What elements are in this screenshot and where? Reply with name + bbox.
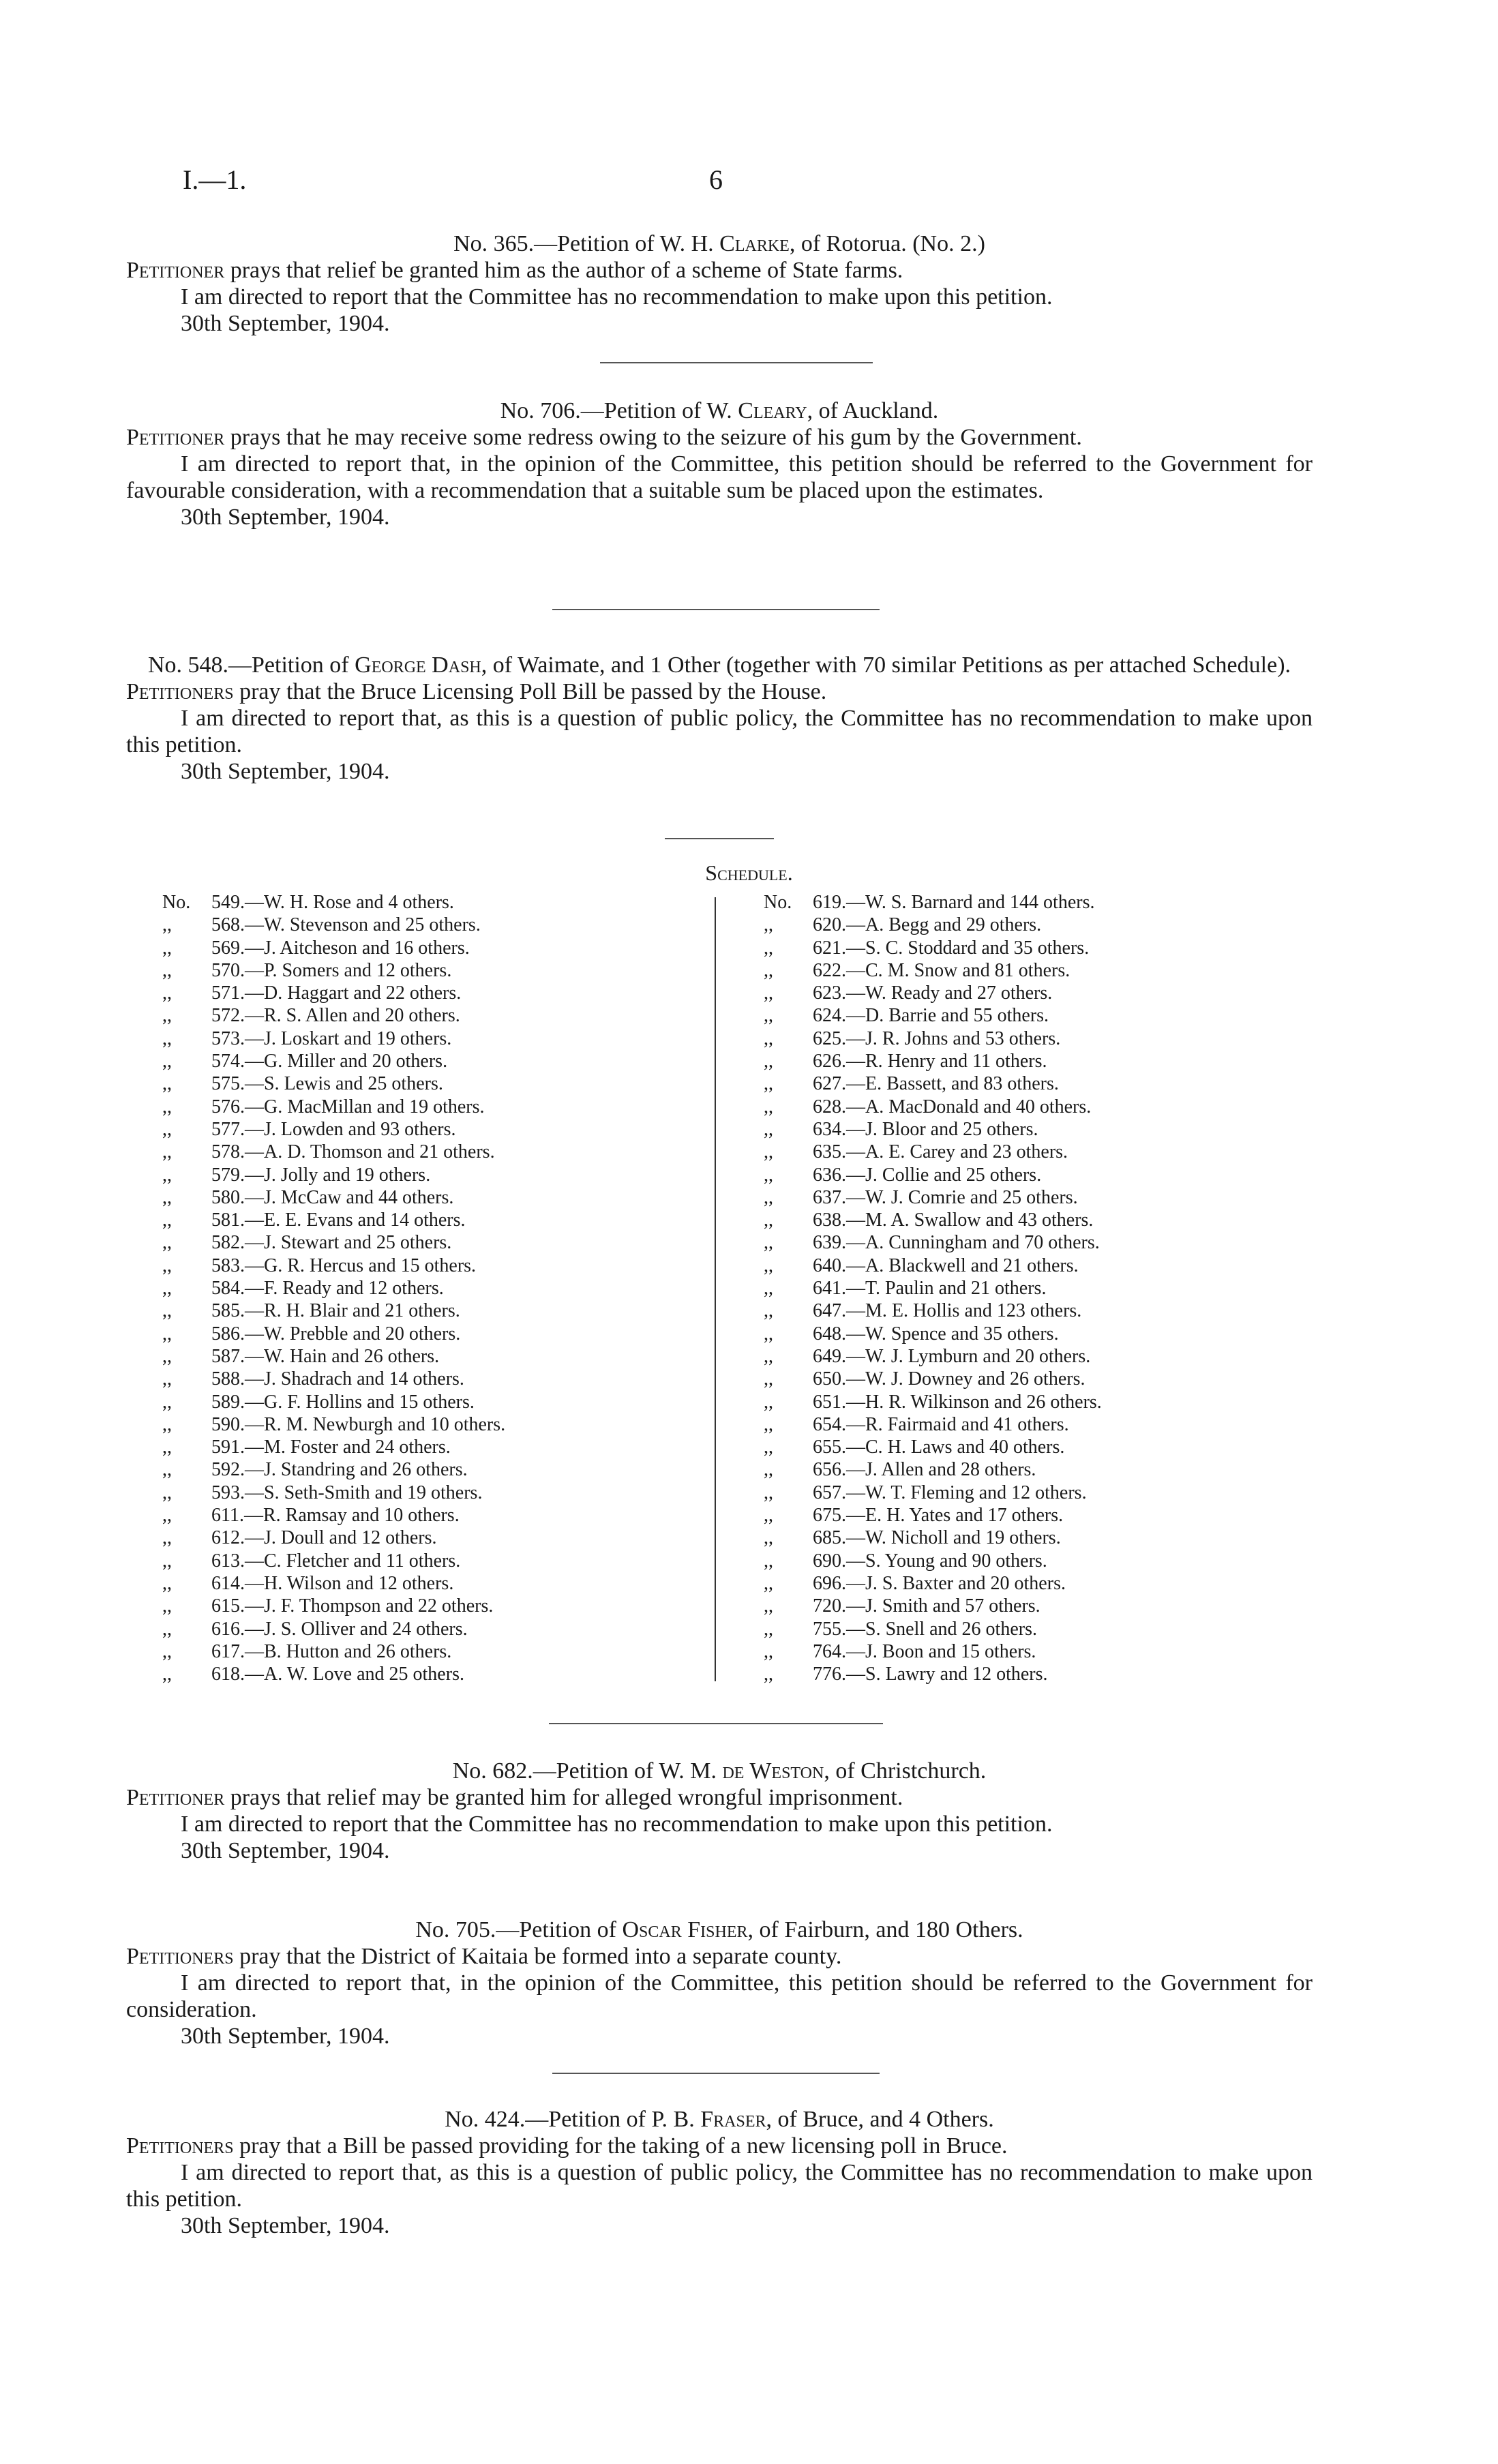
entry-prefix: ,, xyxy=(162,937,172,959)
title-prefix: No. 365.—Petition of W. H. xyxy=(453,231,720,256)
entry-text: 627.—E. Bassett, and 83 others. xyxy=(813,1073,1059,1095)
entry-prefix: ,, xyxy=(162,1595,172,1617)
entry-text: 590.—R. M. Newburgh and 10 others. xyxy=(211,1413,506,1435)
entry-text: 573.—J. Loskart and 19 others. xyxy=(211,1027,452,1049)
entry-prefix: ,, xyxy=(764,1073,773,1095)
petition-title xyxy=(126,1758,1313,1784)
entry-prefix: No. xyxy=(764,892,792,913)
entry-prefix: ,, xyxy=(764,982,773,1004)
prayer-text: pray that the District of Kaitaia be formed into a separate county. xyxy=(233,1944,842,1969)
entry-text: 639.—A. Cunningham and 70 others. xyxy=(813,1232,1100,1254)
entry-prefix: ,, xyxy=(162,1572,172,1594)
petition-title xyxy=(126,2106,1313,2133)
schedule-entry xyxy=(162,1186,505,1209)
schedule-entry xyxy=(764,1231,1102,1254)
schedule-right-column xyxy=(764,891,1102,1685)
schedule-entry xyxy=(162,982,505,1004)
entry-text: 580.—J. McCaw and 44 others. xyxy=(211,1186,454,1208)
schedule-entry xyxy=(764,1186,1102,1209)
entry-prefix: ,, xyxy=(162,1254,172,1276)
entry-text: 625.—J. R. Johns and 53 others. xyxy=(813,1027,1061,1049)
schedule-entry xyxy=(162,937,505,959)
entry-text: 591.—M. Foster and 24 others. xyxy=(211,1437,451,1458)
entry-text: 574.—G. Miller and 20 others. xyxy=(211,1051,448,1072)
entry-text: 655.—C. H. Laws and 40 others. xyxy=(813,1437,1065,1458)
title-suffix: , of Auckland. xyxy=(807,398,939,423)
entry-text: 615.—J. F. Thompson and 22 others. xyxy=(211,1595,494,1617)
schedule-entry xyxy=(764,1436,1102,1458)
schedule-entry xyxy=(764,1209,1102,1231)
report-paragraph: I am directed to report that the Committee has no recommendation to make upon this petition. xyxy=(181,284,1053,310)
schedule-entry xyxy=(162,959,505,982)
entry-text: 651.—H. R. Wilkinson and 26 others. xyxy=(813,1391,1102,1413)
petitioner-name: Cleary xyxy=(738,398,807,423)
section-divider xyxy=(552,609,880,610)
schedule-entry xyxy=(162,1004,505,1027)
entry-prefix: ,, xyxy=(162,1618,172,1640)
schedule-entry xyxy=(162,1618,505,1640)
entry-prefix: ,, xyxy=(764,1550,773,1572)
entry-prefix: ,, xyxy=(764,1413,773,1435)
entry-text: 570.—P. Somers and 12 others. xyxy=(211,959,452,981)
schedule-entry xyxy=(162,1096,505,1118)
document-reference: I.—1. xyxy=(183,164,247,195)
entry-text: 675.—E. H. Yates and 17 others. xyxy=(813,1505,1064,1527)
entry-prefix: ,, xyxy=(162,1550,172,1572)
entry-prefix: ,, xyxy=(162,1505,172,1527)
entry-prefix: ,, xyxy=(162,1368,172,1390)
entry-prefix: ,, xyxy=(162,1186,172,1208)
schedule-entry xyxy=(764,1096,1102,1118)
petitioner-name: Oscar Fisher xyxy=(622,1917,748,1942)
schedule-entry xyxy=(162,1595,505,1617)
schedule-entry xyxy=(162,1231,505,1254)
schedule-entry xyxy=(162,914,505,936)
section-divider xyxy=(552,2073,880,2074)
schedule-entry xyxy=(162,1118,505,1141)
petitioner-name: Clarke xyxy=(719,231,790,256)
entry-text: 575.—S. Lewis and 25 others. xyxy=(211,1073,443,1095)
schedule-entry xyxy=(764,1618,1102,1640)
petitioner-label: Petitioners xyxy=(126,679,234,704)
entry-prefix: ,, xyxy=(764,1210,773,1231)
schedule-entry xyxy=(162,1391,505,1413)
entry-text: 614.—H. Wilson and 12 others. xyxy=(211,1572,454,1594)
entry-prefix: ,, xyxy=(764,1051,773,1072)
petition-title xyxy=(126,652,1313,678)
schedule-entry xyxy=(764,937,1102,959)
entry-text: 620.—A. Begg and 29 others. xyxy=(813,914,1042,936)
entry-text: 577.—J. Lowden and 93 others. xyxy=(211,1118,456,1140)
schedule-entry xyxy=(764,1254,1102,1277)
schedule-entry xyxy=(764,1072,1102,1095)
entry-text: 578.—A. D. Thomson and 21 others. xyxy=(211,1141,495,1163)
entry-prefix: ,, xyxy=(764,1027,773,1049)
entry-text: 582.—J. Stewart and 25 others. xyxy=(211,1232,452,1254)
entry-text: 572.—R. S. Allen and 20 others. xyxy=(211,1005,460,1027)
prayer-text: prays that he may receive some redress owing to the seizure of his gum by the Government. xyxy=(224,425,1082,450)
entry-text: 764.—J. Boon and 15 others. xyxy=(813,1640,1036,1662)
entry-text: 623.—W. Ready and 27 others. xyxy=(813,982,1053,1004)
entry-prefix: ,, xyxy=(162,1278,172,1299)
title-prefix: No. 548.—Petition of xyxy=(147,652,355,678)
schedule-entry xyxy=(764,982,1102,1004)
entry-prefix: ,, xyxy=(764,914,773,936)
entry-text: 579.—J. Jolly and 19 others. xyxy=(211,1164,431,1186)
entry-text: 638.—M. A. Swallow and 43 others. xyxy=(813,1210,1094,1231)
entry-prefix: ,, xyxy=(162,1640,172,1662)
petition-705 xyxy=(126,1917,1313,2049)
entry-text: 648.—W. Spence and 35 others. xyxy=(813,1323,1059,1344)
entry-text: 584.—F. Ready and 12 others. xyxy=(211,1278,444,1299)
schedule-left-column xyxy=(162,891,505,1685)
entry-text: 634.—J. Bloor and 25 others. xyxy=(813,1118,1038,1140)
entry-text: 641.—T. Paulin and 21 others. xyxy=(813,1278,1047,1299)
entry-prefix: ,, xyxy=(764,1640,773,1662)
schedule-column-divider xyxy=(715,897,716,1681)
title-suffix: , of Bruce, and 4 Others. xyxy=(766,2107,994,2132)
entry-prefix: ,, xyxy=(162,1210,172,1231)
entry-prefix: ,, xyxy=(764,1096,773,1117)
schedule-entry xyxy=(764,1595,1102,1617)
entry-prefix: ,, xyxy=(764,1368,773,1390)
report-paragraph: I am directed to report that, as this is a question of public policy, the Committee has no recommendation to make upon this petition. xyxy=(126,2160,1313,2212)
schedule-entry xyxy=(764,1391,1102,1413)
schedule-entry xyxy=(764,1277,1102,1299)
prayer-text: prays that relief may be granted him for alleged wrongful imprisonment. xyxy=(224,1785,903,1810)
report-date: 30th September, 1904. xyxy=(181,2024,390,2049)
schedule-entry xyxy=(162,1368,505,1390)
petition-682 xyxy=(126,1758,1313,1864)
schedule-entry xyxy=(764,1550,1102,1572)
schedule-entry xyxy=(162,1550,505,1572)
entry-prefix: ,, xyxy=(764,1618,773,1640)
report-date: 30th September, 1904. xyxy=(181,759,390,784)
schedule-entry xyxy=(764,1640,1102,1663)
schedule-entry xyxy=(162,1572,505,1595)
entry-text: 611.—R. Ramsay and 10 others. xyxy=(211,1505,460,1527)
petition-548 xyxy=(126,652,1313,785)
entry-text: 647.—M. E. Hollis and 123 others. xyxy=(813,1300,1082,1322)
entry-text: 657.—W. T. Fleming and 12 others. xyxy=(813,1482,1087,1503)
petition-706 xyxy=(126,397,1313,530)
report-paragraph: I am directed to report that, as this is a question of public policy, the Committee has no recommendation to make upon this petition. xyxy=(126,706,1313,757)
schedule-entry xyxy=(162,1072,505,1095)
section-divider xyxy=(665,838,774,839)
schedule-entry xyxy=(764,1050,1102,1072)
title-suffix: , of Fairburn, and 180 Others. xyxy=(747,1917,1023,1942)
entry-text: 589.—G. F. Hollins and 15 others. xyxy=(211,1391,475,1413)
schedule-entry xyxy=(162,1640,505,1663)
entry-prefix: ,, xyxy=(162,1051,172,1072)
schedule-entry xyxy=(764,1118,1102,1141)
entry-prefix: ,, xyxy=(764,1232,773,1254)
title-suffix: , of Christchurch. xyxy=(824,1758,987,1784)
petitioner-name: de Weston xyxy=(722,1758,824,1784)
entry-prefix: ,, xyxy=(764,1391,773,1413)
entry-text: 569.—J. Aitcheson and 16 others. xyxy=(211,937,470,959)
entry-text: 616.—J. S. Olliver and 24 others. xyxy=(211,1618,468,1640)
schedule-entry xyxy=(764,1504,1102,1527)
schedule-entry xyxy=(162,891,505,914)
entry-text: 755.—S. Snell and 26 others. xyxy=(813,1618,1037,1640)
title-suffix: , of Waimate, and 1 Other (together with 70 similar Petitions as per attached Schedule). xyxy=(481,652,1291,678)
schedule-entry xyxy=(764,1164,1102,1186)
prayer-paragraph xyxy=(126,2133,1313,2159)
entry-text: 571.—D. Haggart and 22 others. xyxy=(211,982,462,1004)
entry-text: 585.—R. H. Blair and 21 others. xyxy=(211,1300,460,1322)
entry-prefix: ,, xyxy=(162,1323,172,1344)
schedule-entry xyxy=(764,1458,1102,1481)
petitioner-label: Petitioner xyxy=(126,258,225,283)
entry-prefix: ,, xyxy=(162,1164,172,1186)
schedule-entry xyxy=(764,1482,1102,1504)
title-prefix: No. 682.—Petition of W. M. xyxy=(452,1758,723,1784)
entry-prefix: ,, xyxy=(162,1005,172,1027)
petitioner-name: George Dash xyxy=(355,652,481,678)
schedule-entry xyxy=(162,1413,505,1436)
entry-prefix: ,, xyxy=(764,1164,773,1186)
section-divider xyxy=(549,1723,883,1724)
entry-text: 581.—E. E. Evans and 14 others. xyxy=(211,1210,466,1231)
petition-title xyxy=(126,397,1313,424)
entry-text: 593.—S. Seth-Smith and 19 others. xyxy=(211,1482,483,1503)
entry-text: 618.—A. W. Love and 25 others. xyxy=(211,1664,464,1685)
entry-text: 636.—J. Collie and 25 others. xyxy=(813,1164,1042,1186)
entry-text: 549.—W. H. Rose and 4 others. xyxy=(211,892,454,913)
entry-text: 720.—J. Smith and 57 others. xyxy=(813,1595,1040,1617)
entry-text: 622.—C. M. Snow and 81 others. xyxy=(813,959,1070,981)
schedule-entry xyxy=(162,1277,505,1299)
schedule-entry xyxy=(162,1482,505,1504)
entry-text: 635.—A. E. Carey and 23 others. xyxy=(813,1141,1068,1163)
entry-prefix: ,, xyxy=(764,1278,773,1299)
entry-text: 619.—W. S. Barnard and 144 others. xyxy=(813,892,1095,913)
schedule-entry xyxy=(162,1527,505,1549)
entry-prefix: ,, xyxy=(162,1664,172,1685)
title-prefix: No. 424.—Petition of P. B. xyxy=(445,2107,701,2132)
schedule-entry xyxy=(162,1504,505,1527)
entry-text: 613.—C. Fletcher and 11 others. xyxy=(211,1550,461,1572)
entry-text: 617.—B. Hutton and 26 others. xyxy=(211,1640,452,1662)
title-prefix: No. 706.—Petition of W. xyxy=(500,398,738,423)
schedule-entry xyxy=(162,1436,505,1458)
entry-prefix: ,, xyxy=(764,1437,773,1458)
entry-prefix: ,, xyxy=(162,1437,172,1458)
report-date: 30th September, 1904. xyxy=(181,2213,390,2238)
entry-prefix: ,, xyxy=(162,1391,172,1413)
entry-text: 649.—W. J. Lymburn and 20 others. xyxy=(813,1345,1091,1367)
entry-prefix: ,, xyxy=(162,1027,172,1049)
entry-prefix: ,, xyxy=(162,1413,172,1435)
entry-prefix: ,, xyxy=(162,1073,172,1095)
schedule-entry xyxy=(764,959,1102,982)
schedule-entry xyxy=(764,1299,1102,1322)
schedule-entry xyxy=(764,1027,1102,1050)
prayer-paragraph xyxy=(126,1784,1313,1811)
entry-prefix: ,, xyxy=(764,1005,773,1027)
entry-text: 576.—G. MacMillan and 19 others. xyxy=(211,1096,485,1117)
schedule-entry xyxy=(162,1050,505,1072)
entry-prefix: ,, xyxy=(764,1505,773,1527)
entry-prefix: ,, xyxy=(162,1232,172,1254)
entry-prefix: ,, xyxy=(162,959,172,981)
entry-prefix: ,, xyxy=(162,1482,172,1503)
petition-title xyxy=(126,1917,1313,1943)
entry-text: 640.—A. Blackwell and 21 others. xyxy=(813,1254,1079,1276)
schedule-entry xyxy=(162,1209,505,1231)
petitioner-label: Petitioner xyxy=(126,1785,225,1810)
entry-text: 588.—J. Shadrach and 14 others. xyxy=(211,1368,464,1390)
title-suffix: , of Rotorua. (No. 2.) xyxy=(789,231,985,256)
entry-text: 621.—S. C. Stoddard and 35 others. xyxy=(813,937,1090,959)
entry-prefix: ,, xyxy=(162,1118,172,1140)
petitioner-name: Fraser xyxy=(700,2107,766,2132)
entry-text: 637.—W. J. Comrie and 25 others. xyxy=(813,1186,1078,1208)
schedule-entry xyxy=(764,1323,1102,1345)
report-paragraph: I am directed to report that, in the opinion of the Committee, this petition should be referred to the Government for consideration. xyxy=(126,1970,1313,2022)
entry-prefix: ,, xyxy=(764,1186,773,1208)
entry-prefix: No. xyxy=(162,892,191,913)
entry-text: 626.—R. Henry and 11 others. xyxy=(813,1051,1047,1072)
prayer-text: prays that relief be granted him as the author of a scheme of State farms. xyxy=(224,258,903,283)
prayer-paragraph xyxy=(126,257,1313,284)
entry-prefix: ,, xyxy=(764,1300,773,1322)
schedule-entry xyxy=(162,1027,505,1050)
petition-424 xyxy=(126,2106,1313,2239)
petitioner-label: Petitioners xyxy=(126,2133,234,2159)
entry-text: 568.—W. Stevenson and 25 others. xyxy=(211,914,481,936)
entry-prefix: ,, xyxy=(162,1300,172,1322)
entry-prefix: ,, xyxy=(162,982,172,1004)
petition-title xyxy=(126,230,1313,257)
prayer-text: pray that the Bruce Licensing Poll Bill be passed by the House. xyxy=(233,679,827,704)
entry-prefix: ,, xyxy=(162,1527,172,1549)
entry-text: 650.—W. J. Downey and 26 others. xyxy=(813,1368,1085,1390)
entry-prefix: ,, xyxy=(162,1096,172,1117)
entry-prefix: ,, xyxy=(162,914,172,936)
schedule-entry xyxy=(162,1254,505,1277)
entry-prefix: ,, xyxy=(764,1118,773,1140)
entry-prefix: ,, xyxy=(162,1141,172,1163)
prayer-paragraph xyxy=(126,424,1313,451)
schedule-entry xyxy=(764,1663,1102,1685)
schedule-entry xyxy=(162,1323,505,1345)
schedule-entry xyxy=(764,1004,1102,1027)
entry-prefix: ,, xyxy=(764,1664,773,1685)
entry-text: 696.—J. S. Baxter and 20 others. xyxy=(813,1572,1066,1594)
entry-text: 612.—J. Doull and 12 others. xyxy=(211,1527,437,1549)
entry-text: 685.—W. Nicholl and 19 others. xyxy=(813,1527,1061,1549)
entry-prefix: ,, xyxy=(764,1482,773,1503)
entry-text: 592.—J. Standring and 26 others. xyxy=(211,1459,468,1481)
entry-text: 624.—D. Barrie and 55 others. xyxy=(813,1005,1049,1027)
petition-365 xyxy=(126,230,1313,337)
entry-text: 587.—W. Hain and 26 others. xyxy=(211,1345,440,1367)
schedule-entry xyxy=(764,1572,1102,1595)
report-paragraph: I am directed to report that the Committee has no recommendation to make upon this petition. xyxy=(181,1812,1053,1837)
schedule-entry xyxy=(764,1345,1102,1368)
entry-prefix: ,, xyxy=(162,1345,172,1367)
schedule-entry xyxy=(162,1458,505,1481)
entry-text: 628.—A. MacDonald and 40 others. xyxy=(813,1096,1092,1117)
report-paragraph: I am directed to report that, in the opinion of the Committee, this petition should be referred to the Government for favourable consideration, with a recommendation that a suitable sum be placed upon the estimates. xyxy=(126,451,1313,503)
entry-prefix: ,, xyxy=(764,1595,773,1617)
petitioner-label: Petitioner xyxy=(126,425,225,450)
prayer-paragraph xyxy=(126,678,1313,705)
entry-prefix: ,, xyxy=(764,1323,773,1344)
schedule-entry xyxy=(764,891,1102,914)
title-prefix: No. 705.—Petition of xyxy=(415,1917,623,1942)
entry-text: 656.—J. Allen and 28 others. xyxy=(813,1459,1036,1481)
prayer-text: pray that a Bill be passed providing for the taking of a new licensing poll in Bruce. xyxy=(233,2133,1008,2159)
entry-text: 583.—G. R. Hercus and 15 others. xyxy=(211,1254,477,1276)
entry-text: 586.—W. Prebble and 20 others. xyxy=(211,1323,461,1344)
page-number: 6 xyxy=(709,164,723,195)
entry-prefix: ,, xyxy=(764,1459,773,1481)
schedule-entry xyxy=(764,1413,1102,1436)
entry-prefix: ,, xyxy=(764,1572,773,1594)
schedule-heading: Schedule. xyxy=(705,860,793,885)
entry-prefix: ,, xyxy=(764,959,773,981)
entry-prefix: ,, xyxy=(764,937,773,959)
schedule-entry xyxy=(764,1527,1102,1549)
entry-prefix: ,, xyxy=(162,1459,172,1481)
entry-text: 690.—S. Young and 90 others. xyxy=(813,1550,1047,1572)
entry-prefix: ,, xyxy=(764,1527,773,1549)
section-divider xyxy=(600,362,873,363)
schedule-entry xyxy=(162,1345,505,1368)
schedule-entry xyxy=(764,914,1102,936)
entry-prefix: ,, xyxy=(764,1345,773,1367)
entry-prefix: ,, xyxy=(764,1141,773,1163)
report-date: 30th September, 1904. xyxy=(181,505,390,530)
schedule-entry xyxy=(162,1299,505,1322)
schedule-entry xyxy=(162,1663,505,1685)
entry-text: 776.—S. Lawry and 12 others. xyxy=(813,1664,1048,1685)
entry-prefix: ,, xyxy=(764,1254,773,1276)
schedule-entry xyxy=(764,1141,1102,1163)
schedule-entry xyxy=(162,1164,505,1186)
prayer-paragraph xyxy=(126,1943,1313,1970)
report-date: 30th September, 1904. xyxy=(181,311,390,336)
schedule-entry xyxy=(162,1141,505,1163)
entry-text: 654.—R. Fairmaid and 41 others. xyxy=(813,1413,1069,1435)
schedule-entry xyxy=(764,1368,1102,1390)
report-date: 30th September, 1904. xyxy=(181,1838,390,1863)
petitioner-label: Petitioners xyxy=(126,1944,234,1969)
